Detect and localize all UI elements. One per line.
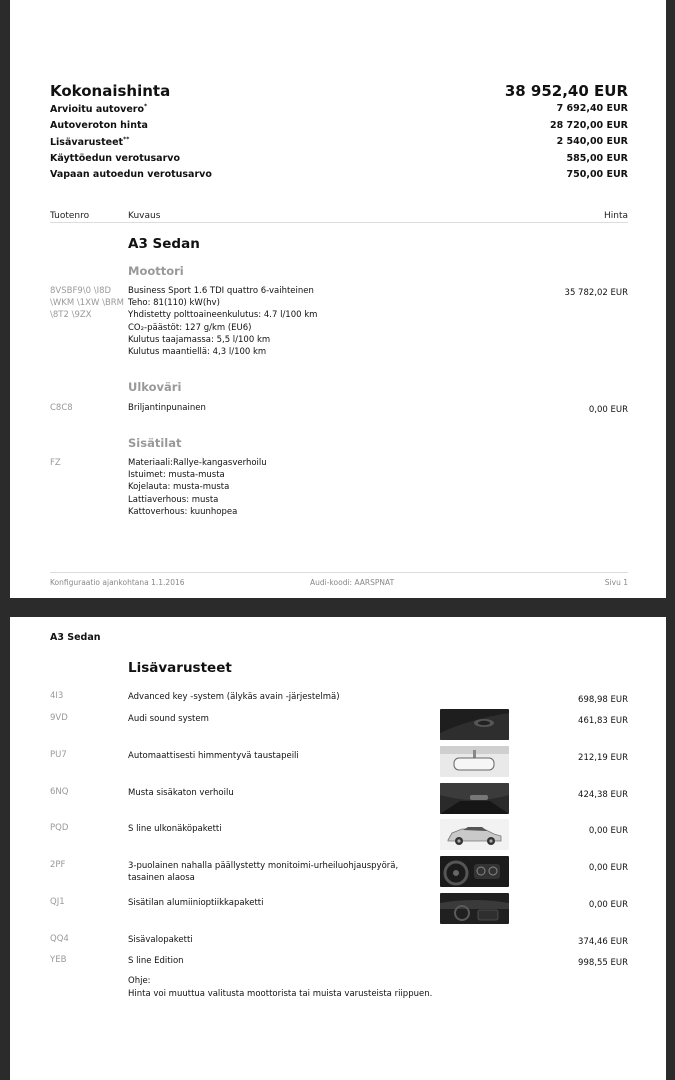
- footer-divider: [50, 572, 628, 573]
- accessory-price: 0,00 EUR: [588, 863, 628, 873]
- summary-row-free-car-benefit: Vapaan autoedun verotusarvo 750,00 EUR: [50, 169, 628, 180]
- section-heading-exterior: Ulkoväri: [128, 380, 182, 394]
- accessory-description: Sisävalopaketti: [128, 935, 193, 945]
- accessory-code: YEB: [50, 955, 67, 965]
- steering-wheel-photo: [440, 856, 509, 887]
- summary-row-usage-benefit: Käyttöedun verotusarvo 585,00 EUR: [50, 153, 628, 164]
- accessory-price: 374,46 EUR: [578, 937, 628, 947]
- accessory-description: Sisätilan alumiinioptiikkapaketti: [128, 898, 264, 908]
- summary-row-accessories: Lisävarusteet** 2 540,00 EUR: [50, 136, 628, 149]
- section-heading-engine: Moottori: [128, 264, 184, 278]
- accessory-price: 461,83 EUR: [578, 716, 628, 726]
- note-text: Hinta voi muuttua valitusta moottorista tai muista varusteista riippuen.: [128, 989, 433, 999]
- accessory-price: 0,00 EUR: [588, 826, 628, 836]
- accessory-code: QQ4: [50, 934, 69, 944]
- accessory-code: 4I3: [50, 691, 64, 701]
- model-title: A3 Sedan: [128, 236, 200, 252]
- interior-description: Materiaali:Rallye-kangasverhoilu Istuimet: musta-musta Kojelauta: musta-musta Lattiaverhous: musta Kattoverhous: kuunhopea: [128, 458, 267, 517]
- accessory-code: PQD: [50, 823, 69, 833]
- accessory-description: Musta sisäkaton verhoilu: [128, 788, 234, 798]
- accessory-price: 212,19 EUR: [578, 753, 628, 763]
- accessories-title: Lisävarusteet: [128, 660, 232, 676]
- total-price-value: 38 952,40 EUR: [504, 82, 628, 100]
- accessory-description: Automaattisesti himmentyvä taustapeili: [128, 751, 299, 761]
- document-page-1: [10, 0, 666, 598]
- accessory-code: QJ1: [50, 897, 65, 907]
- accessory-code: 2PF: [50, 860, 66, 870]
- accessory-description: 3-puolainen nahalla päällystetty monitoimi-urheiluohjauspyörä, tasainen alaosa: [128, 861, 399, 883]
- note-title: Ohje:: [128, 976, 151, 986]
- interior-code: FZ: [50, 458, 61, 468]
- engine-code: 8VSBF9\0 \I8D \WKM \1XW \BRM \8T2 \9ZX: [50, 286, 125, 320]
- accessory-code: PU7: [50, 750, 67, 760]
- footer-config-date: Konfiguraatio ajankohtana 1.1.2016: [50, 578, 185, 587]
- exterior-code: C8C8: [50, 403, 73, 413]
- column-header-price: Hinta: [603, 211, 628, 221]
- accessory-description: S line ulkonäköpaketti: [128, 824, 222, 834]
- accessory-price: 0,00 EUR: [588, 900, 628, 910]
- mirror-photo: [440, 746, 509, 777]
- header-divider: [50, 222, 628, 223]
- headliner-photo: [440, 783, 509, 814]
- car-photo: [440, 819, 509, 850]
- accessory-price: 998,55 EUR: [578, 958, 628, 968]
- column-header-code: Tuotenro: [50, 211, 90, 221]
- engine-price: 35 782,02 EUR: [564, 288, 628, 298]
- accessory-description: S line Edition: [128, 956, 184, 966]
- engine-description: Business Sport 1.6 TDI quattro 6-vaihteinen Teho: 81(110) kW(hv) Yhdistetty polttoaineenkulutus: 4.7 l/100 km CO₂-päästöt: 127 g/km (EU6) Kulutus taajamassa: 5,5 l/100 km Kulutus maantiellä: 4,3 l/100 km: [128, 286, 318, 358]
- exterior-price: 0,00 EUR: [588, 405, 628, 415]
- accessory-description: Audi sound system: [128, 714, 209, 724]
- price-note: [128, 975, 432, 1001]
- exterior-description: Briljantinpunainen: [128, 403, 206, 413]
- summary-row-vehicle-tax: Arvioitu autovero* 7 692,40 EUR: [50, 103, 628, 116]
- section-heading-interior: Sisätilat: [128, 436, 182, 450]
- accessory-price: 698,98 EUR: [578, 695, 628, 705]
- summary-row-price-without-tax: Autoveroton hinta 28 720,00 EUR: [50, 120, 628, 131]
- accessory-code: 9VD: [50, 713, 68, 723]
- interior-photo: [440, 893, 509, 924]
- speaker-photo: [440, 709, 509, 740]
- footer-audi-code: Audi-koodi: AARSPNAT: [310, 578, 395, 587]
- footer-page-number: Sivu 1: [604, 578, 628, 587]
- total-price-title: Kokonaishinta: [50, 82, 171, 100]
- column-header-description: Kuvaus: [128, 211, 161, 221]
- accessory-description: Advanced key -system (älykäs avain -järjestelmä): [128, 692, 340, 702]
- page-header-model: A3 Sedan: [50, 632, 101, 643]
- document-page-2: [10, 617, 666, 1080]
- accessory-code: 6NQ: [50, 787, 69, 797]
- accessory-price: 424,38 EUR: [578, 790, 628, 800]
